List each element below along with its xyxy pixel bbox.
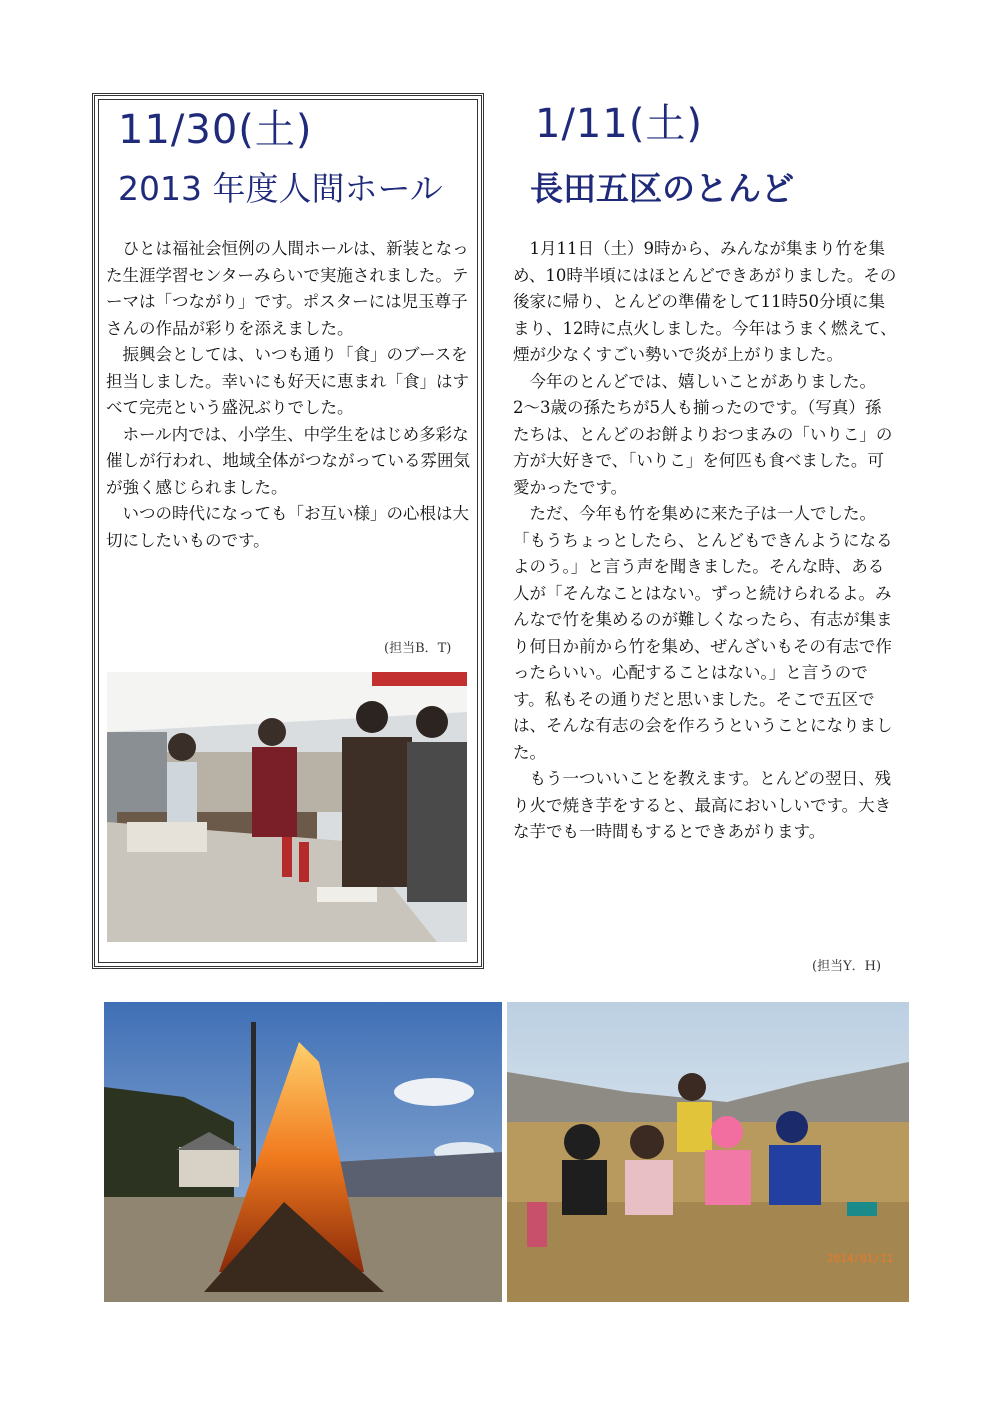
right-paragraph: もう一ついいことを教えます。とんどの翌日、残り火で焼き芋をすると、最高においしいです。大きな芋でも一時間もするとできあがります。 — [513, 769, 892, 841]
left-article-credit: (担当B．T) — [384, 641, 452, 656]
right-article-title: 長田五区のとんど — [530, 169, 794, 208]
left-paragraph: ひとは福祉会恒例の人間ホールは、新装となった生涯学習センターみらいで実施されました。テーマは「つながり」です。ポスターには児玉尊子さんの作品が彩りを添えました。 — [106, 239, 469, 338]
right-article-body — [513, 236, 897, 846]
bonfire-photo — [104, 1002, 502, 1302]
left-paragraph: 振興会としては、いつも通り「食」のブースを担当しました。幸いにも好天に恵まれ「食」はすべて完売という盛況ぶりでした。 — [106, 345, 469, 417]
children-photo — [507, 1002, 909, 1302]
food-booth-photo — [107, 672, 467, 942]
left-article-date: 11/30(土) — [118, 107, 313, 153]
photo-date-stamp: 2014/01/11 — [827, 1252, 894, 1265]
left-paragraph: いつの時代になっても「お互い様」の心根は大切にしたいものです。 — [106, 504, 469, 550]
left-article-body — [106, 236, 470, 554]
right-paragraph: 1月11日（土）9時から、みんなが集まり竹を集め、10時半頃にはほとんどできあがりました。その後家に帰り、とんどの準備をして11時50分頃に集まり、12時に点火しました。今年はうまく燃えて、煙が少なくすごい勢いで炎が上がりました。 — [513, 239, 897, 364]
right-paragraph: 今年のとんどでは、嬉しいことがありました。2〜3歳の孫たちが5人も揃ったのです。（写真）孫たちは、とんどのお餅よりおつまみの「いりこ」の方が大好きで、「いりこ」を何匹も食べました。可愛かったです。 — [513, 371, 893, 497]
left-article-title: 2013 年度人間ホール — [118, 169, 443, 208]
right-paragraph: ただ、今年も竹を集めに来た子は一人でした。「もうちょっとしたら、とんどもできんようになるよのう。」と言う声を聞きました。そんな時、ある人が「そんなことはない。ずっと続けられるよ。みんなで竹を集めるのが難しくなったら、有志が集まり何日か前から竹を集め、ぜんざいもその有志で作ったらいい。心配することはない。」と言うのです。私もその通りだと思いました。そこで五区では、そんな有志の会を作ろうということになりました。 — [513, 504, 893, 762]
right-article-date: 1/11(土) — [535, 101, 704, 147]
right-article-credit: (担当Y．H) — [812, 959, 882, 974]
left-paragraph: ホール内では、小学生、中学生をはじめ多彩な催しが行われ、地域全体がつながっている雰囲気が強く感じられました。 — [106, 424, 470, 497]
